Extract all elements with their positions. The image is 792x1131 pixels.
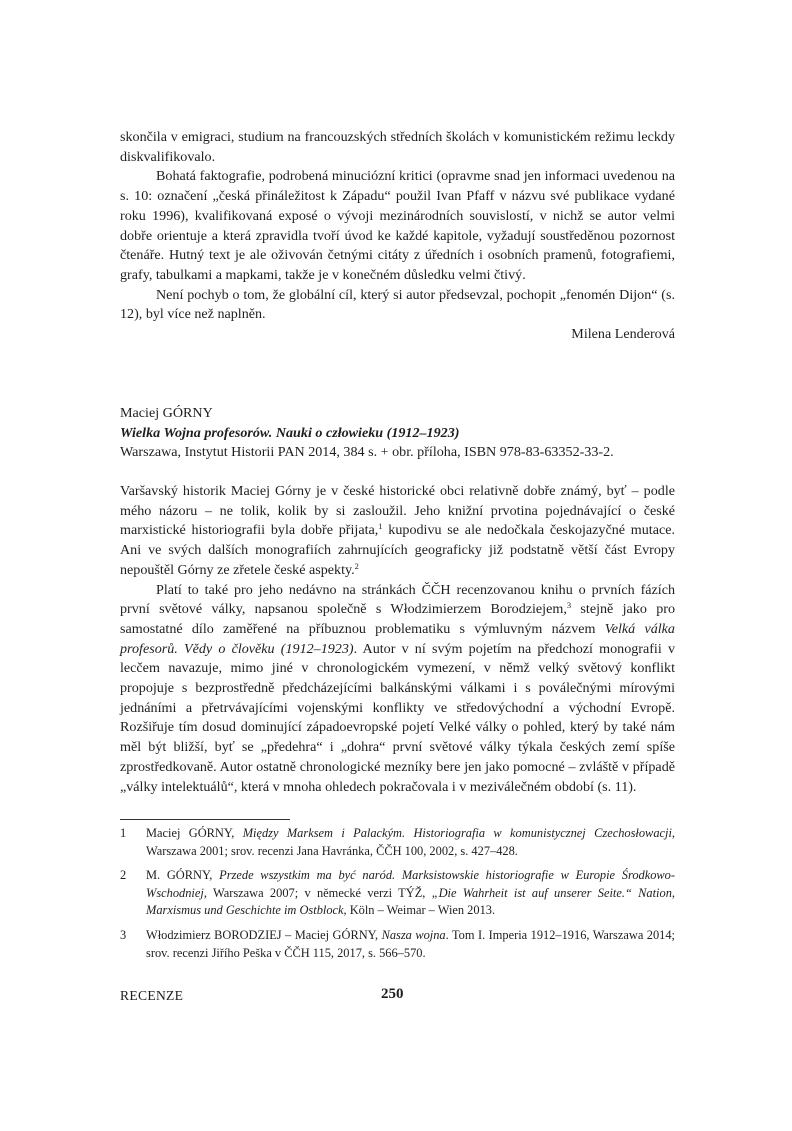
book-publication: Warszawa, Instytut Historii PAN 2014, 384 s. + obr. příloha, ISBN 978-83-63352-33-2. <box>120 444 614 461</box>
section-label: RECENZE <box>120 988 184 1003</box>
footnote-text: Maciej GÓRNY, Między Marksem i Palackým. Historiografia w komunistycznej Czechosłowacji, Warszawa 2001; srov. recenzi Jana Havránka, ČČH 100, 2002, s. 427–428. <box>146 826 676 858</box>
footnote-text: M. GÓRNY, Przede wszystkim ma być naród. Marksistowskie historiografie w Europie Środkowo-Wschodniej, Warszawa 2007; v německé verzi TÝŽ, „Die Wahrheit ist auf unserer Seite.“ Nation, Marxismus und Geschichte im Ostblock, Köln – Weimar – Wien 2013. <box>146 868 675 918</box>
footnote-number: 1 <box>120 826 127 840</box>
book-author: Maciej GÓRNY <box>120 405 213 421</box>
previous-review <box>120 128 675 345</box>
paragraph: Varšavský historik Maciej Górny je v české historické obci relativně dobře známý, byť – podle mého názoru – ne tolik, kolik by si zasloužil. Jeho knižní prvotina pojednávající o české marxistické historiografii byla dobře přijata,$^1$ kupodivu se ale nedočkala českojazyčné mutace. Ani ve svých dalších monografiích zahrnujících geograficky již podstatně větší část Evropy nepouštěl Górny ze zřetele české aspekty.$^2$ <box>120 483 675 578</box>
book-reference <box>120 404 675 463</box>
footnote-ref[interactable]: 1 <box>378 521 383 532</box>
footnote <box>120 825 675 860</box>
book-title: Wielka Wojna profesorów. Nauki o człowieku (1912–1923) <box>120 424 460 441</box>
footnotes <box>120 825 675 969</box>
paragraph: skončila v emigraci, studium na francouzských středních školách v komunistickém režimu leckdy diskvalifikovalo. <box>120 129 675 165</box>
footnote <box>120 927 675 962</box>
footnote-divider <box>120 819 290 820</box>
footnote-ref[interactable]: 3 <box>566 600 572 611</box>
paragraph: Platí to také pro jeho nedávno na stránkách ČČH recenzovanou knihu o prvních fázích první světové války, napsanou společně s Włodzimierzem Borodziejem,$^3$ stejně jako pro samostatné dílo zaměřené na příbuznou problematiku s výmluvným názvem Velká válka profesorů. Vědy o člověku (1912–1923). Autor v ní svým pojetím na předchozí monografii v lecčem navazuje, mimo jiné v chronologickém vymezení, v němž velký světový konflikt propojuje s bezprostředně předcházejícími balkánskými válkami i s poválečnými mírovými jednáními a přetrvávajícími vojenskými konflikty ve středovýchodní a východní Evropě. Rozšiřuje tím dosud dominující západoevropské pojetí Velké války o pohled, který by také nám měl být bližší, byť se „předehra“ i „dohra“ první světové války týkala českých zemí spíše zprostředkovaně. Autor ostatně chronologické mezníky bere jen jako pomocné – zvláště v případě „války intelektuálů“, která v mnoha ohledech pokračovala i v meziválečném období (s. 11). <box>120 581 675 795</box>
paragraph: Není pochyb o tom, že globální cíl, který si autor předsevzal, pochopit „fenomén Dijon“ (s. 12), byl více než naplněn. <box>120 286 675 323</box>
footnote-text: Włodzimierz BORODZIEJ – Maciej GÓRNY, Nasza wojna. Tom I. Imperia 1912–1916, Warszawa 2014; srov. recenzi Jiřího Peška v ČČH 115, 2017, s. 566–570. <box>146 927 675 960</box>
footnote-number: 2 <box>120 868 127 883</box>
paragraph: Bohatá faktografie, podrobená minuciózní kritici (opravme snad jen informaci uvedenou na s. 10: označení „česká přináležitost k Západu“ použil Ivan Pfaff v názvu své publikace vydané roku 1996), kvalifikovaná exposé o vývoji mezinárodních souvislostí, v nichž se autor velmi dobře orientuje a která zpravidla tvoří úvod ke každé kapitole, vyžadují soustředěnou pozornost čtenáře. Hutný text je ale oživován četnými citáty z úředních i osobních pramenů, fotografiemi, grafy, tabulkami a mapkami, takže je v konečném důsledku velmi čtivý. <box>120 168 675 283</box>
review-body <box>120 482 675 797</box>
page-number: 250 <box>381 986 404 1002</box>
footnote <box>120 867 675 920</box>
footnote-ref[interactable]: 2 <box>354 560 359 571</box>
review-signature: Milena Lenderová <box>571 326 675 343</box>
footnote-number: 3 <box>120 927 127 942</box>
